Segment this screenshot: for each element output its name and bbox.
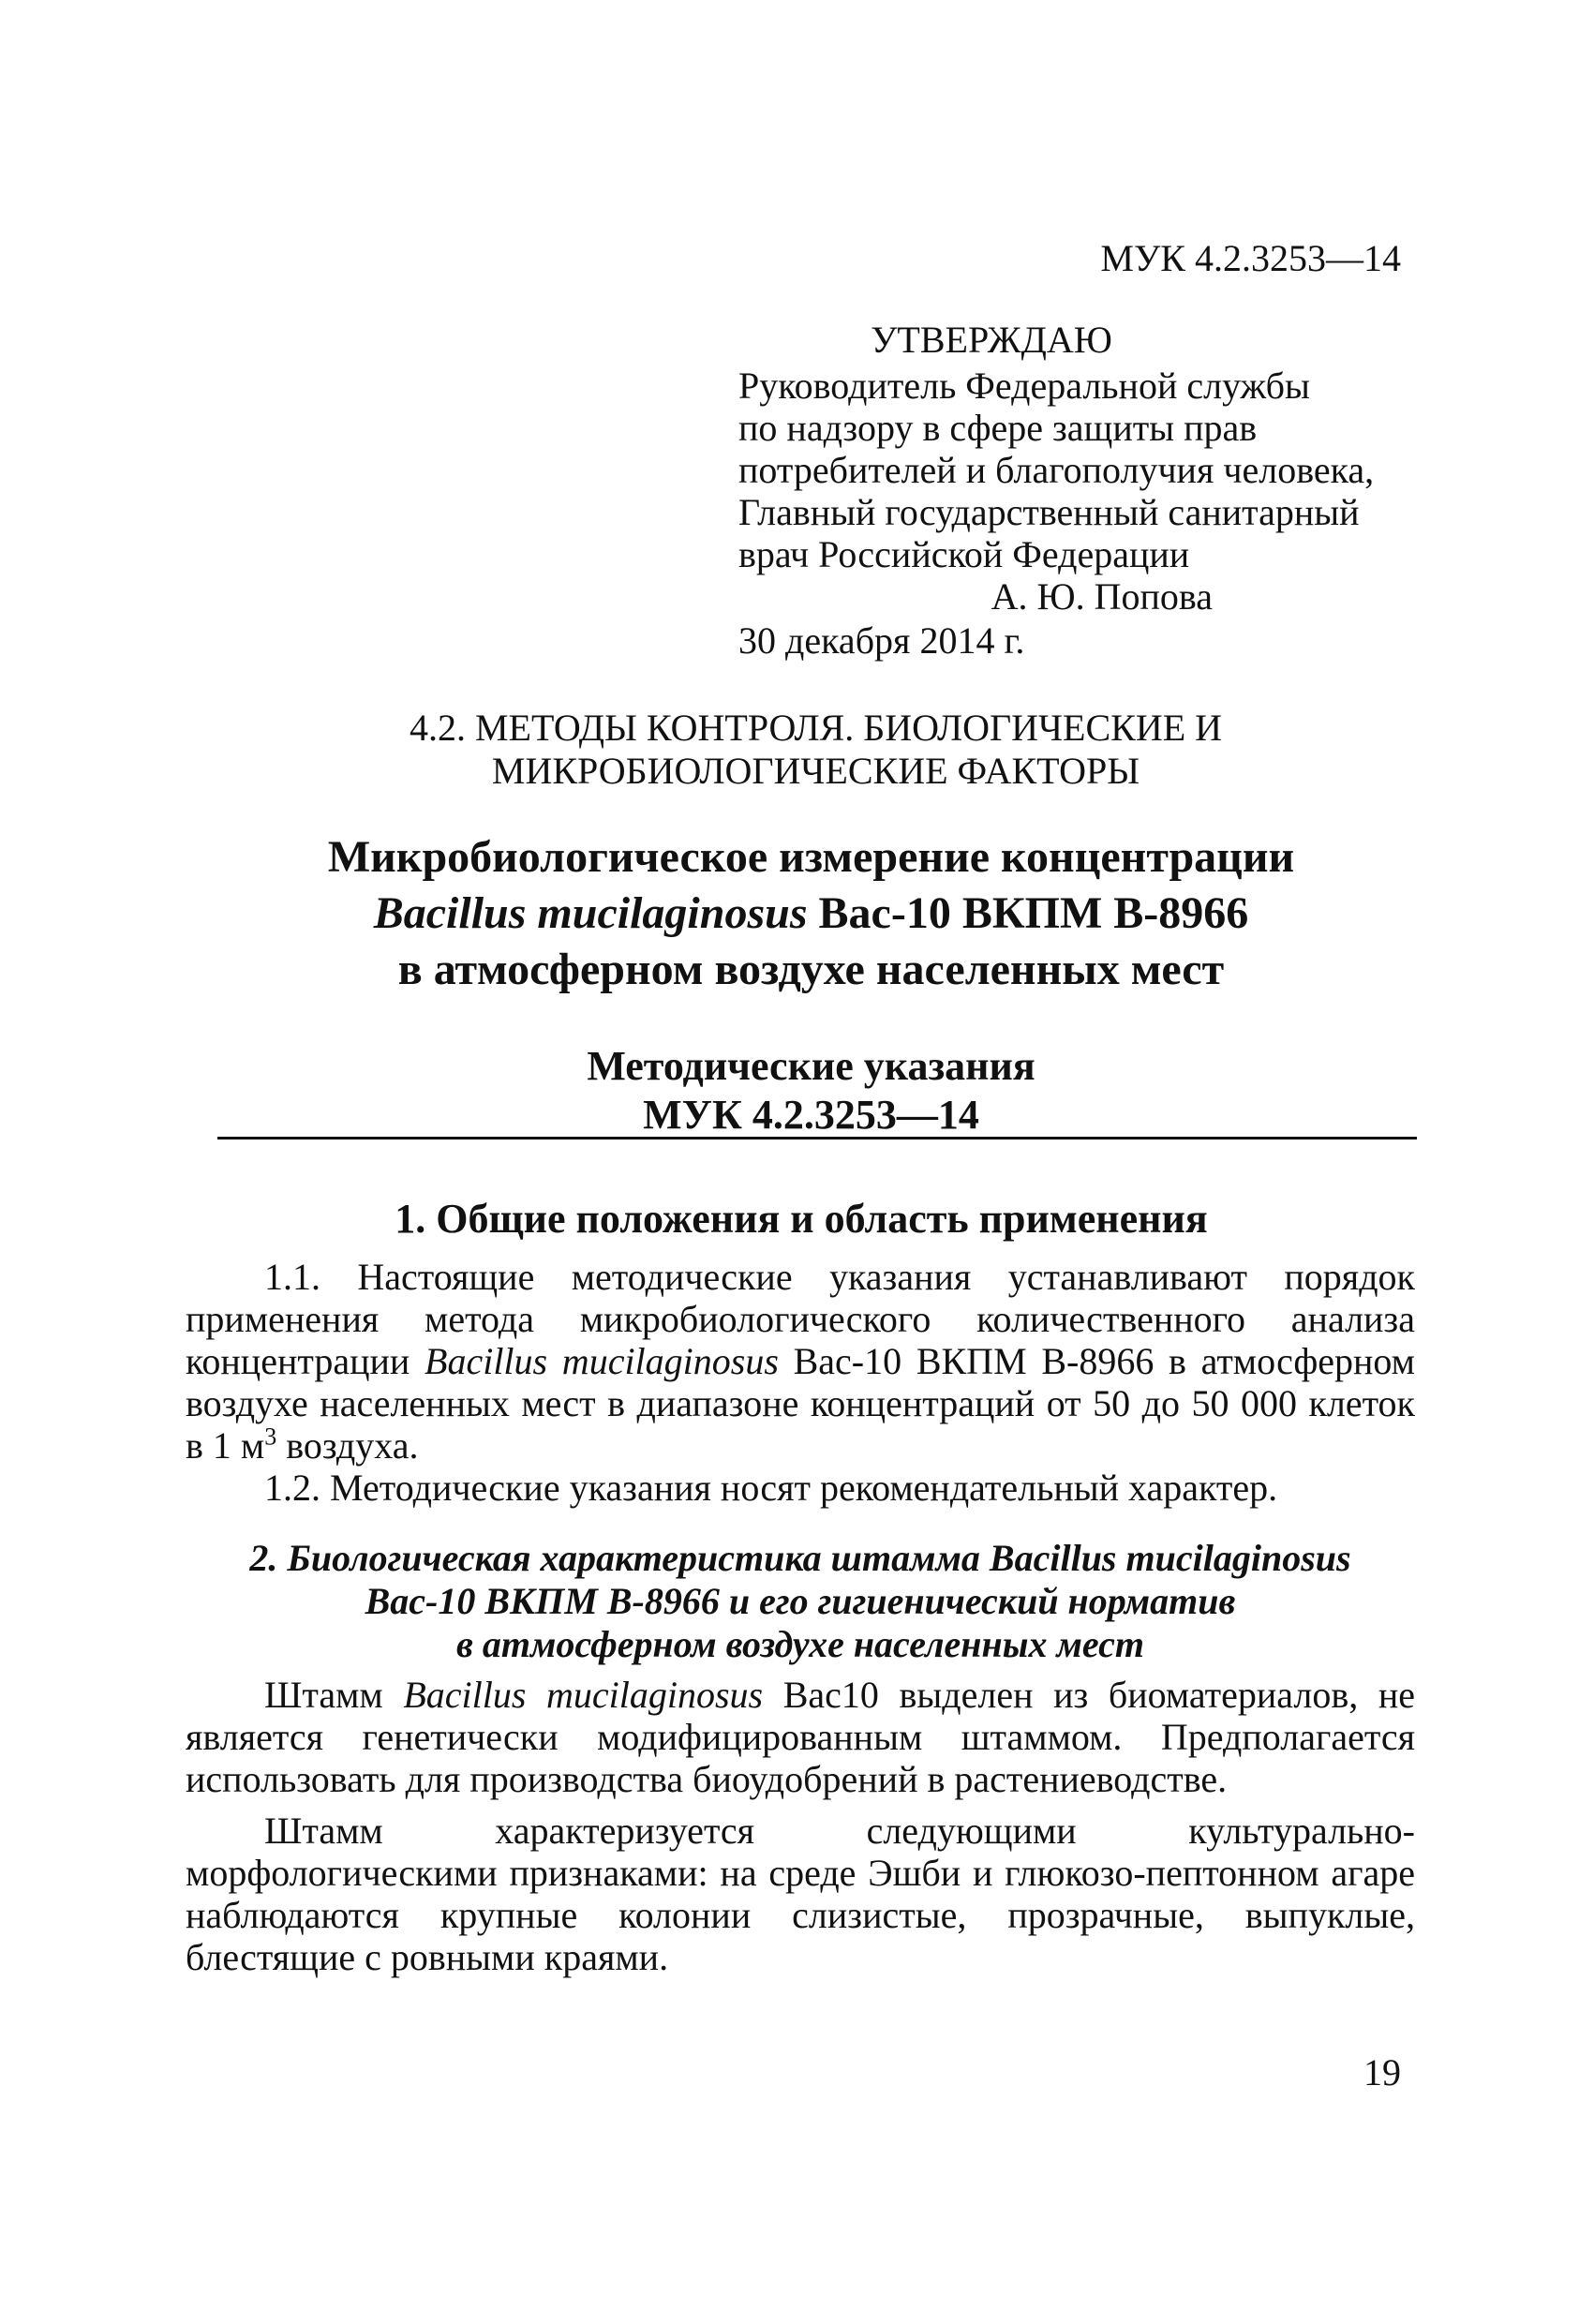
section-2 — [186, 1537, 1415, 1978]
section-1-body — [186, 1256, 1415, 1509]
superscript: 3 — [264, 1423, 277, 1451]
subtitle-line: Методические указания — [587, 1043, 1035, 1089]
document-category — [0, 707, 1594, 793]
paragraph-text: 1.1. Настоящие методические указания устанавливают порядок применения метода микробиологического количественного анализа концентрации — [186, 1256, 1415, 1382]
page-number: 19 — [1363, 2051, 1401, 2093]
paragraph: Штамм характеризуется следующими культурально-морфологическими признаками: на среде Эшби и глюкозо-пептонном агаре наблюдаются крупные колонии слизистые, прозрачные, выпуклые, блестящие с ровными краями. — [186, 1810, 1415, 1978]
document-code: МУК 4.2.3253—14 — [1100, 237, 1401, 279]
approval-line: Главный государственный санитарный — [738, 491, 1360, 533]
approval-line: потребителей и благополучия человека, — [738, 449, 1375, 491]
paragraph-text: Вас-10 ВКПМ В-8966 в атмосферном воздухе населенных мест в диапазоне концентраций от 50 до 50 000 клеток в 1 м — [186, 1340, 1415, 1467]
document-subtitle — [0, 1042, 1594, 1140]
paragraph-text: Штамм — [264, 1674, 404, 1716]
species-name: Bacillus mucilaginosus — [403, 1674, 764, 1716]
category-line: 4.2. МЕТОДЫ КОНТРОЛЯ. БИОЛОГИЧЕСКИЕ И — [409, 707, 1223, 749]
paragraph — [186, 1256, 1415, 1467]
title-line — [28, 886, 1594, 942]
approval-line: Руководитель Федеральной службы — [738, 365, 1310, 407]
title-line: в атмосферном воздухе населенных мест — [397, 945, 1225, 994]
species-name: Bacillus mucilaginosus — [425, 1340, 779, 1382]
subtitle-line: МУК 4.2.3253—14 — [643, 1092, 979, 1138]
approval-date: 30 декабря 2014 г. — [738, 619, 1025, 662]
section-1-heading: 1. Общие положения и область применения — [395, 1196, 1208, 1242]
heading-line: в атмосферном воздухе населенных мест — [456, 1623, 1144, 1665]
paragraph — [186, 1674, 1415, 1800]
horizontal-rule — [217, 1137, 1417, 1140]
approval-heading: УТВЕРЖДАЮ — [871, 319, 1112, 361]
paragraph-text: воздуха. — [276, 1424, 419, 1467]
paragraph-text: Вас10 выделен из биоматериалов, не является генетически модифицированным штаммом. Предполагается использовать для производства биоудобрений в растениеводстве. — [186, 1674, 1416, 1800]
strain-name: Вас-10 ВКПМ В-8966 — [807, 888, 1249, 938]
approval-line: врач Российской Федерации — [738, 533, 1190, 575]
approval-line: по надзору в сфере защиты прав — [738, 407, 1258, 449]
approval-block — [738, 319, 1413, 662]
species-name: Bacillus mucilaginosus — [373, 888, 808, 938]
category-line: МИКРОБИОЛОГИЧЕСКИЕ ФАКТОРЫ — [491, 750, 1140, 792]
paragraph: 1.2. Методические указания носят рекомендательный характер. — [264, 1467, 1278, 1509]
approval-signatory: А. Ю. Попова — [991, 575, 1213, 618]
heading-line: 2. Биологическая характеристика штамма Bacillus mucilaginosus — [249, 1537, 1351, 1579]
title-line: Микробиологическое измерение концентрации — [327, 832, 1295, 882]
section-2-heading — [186, 1537, 1415, 1666]
document-title — [0, 829, 1594, 998]
heading-line: Вас-10 ВКПМ В-8966 и его гигиенический норматив — [365, 1580, 1236, 1622]
